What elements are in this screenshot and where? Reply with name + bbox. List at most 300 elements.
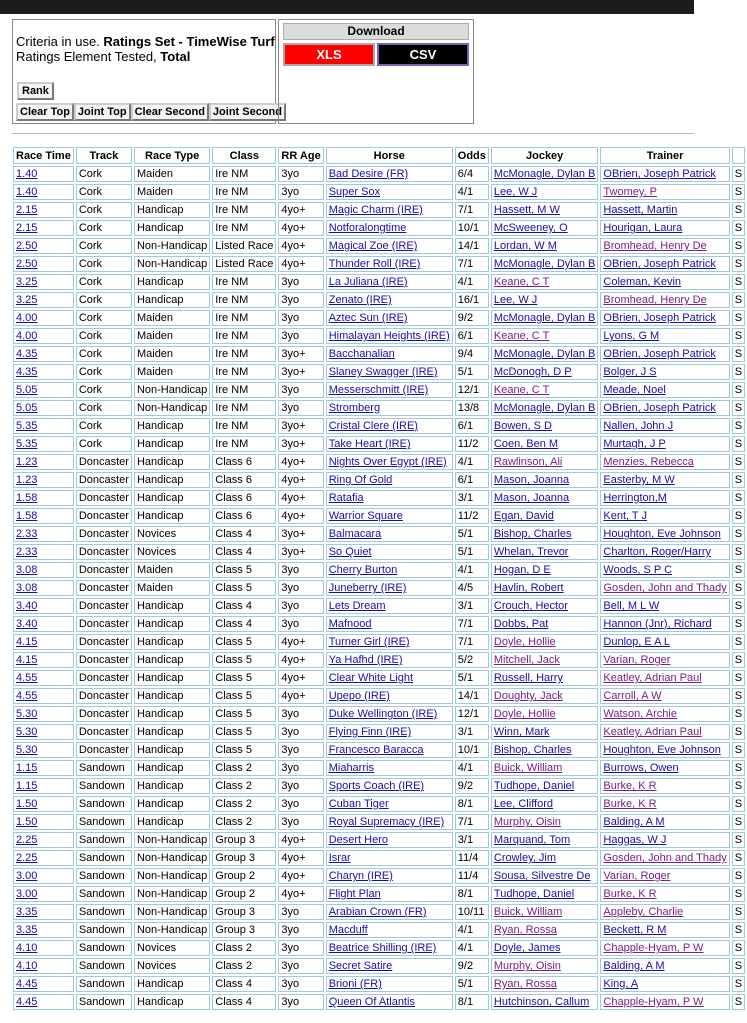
race-time-link[interactable]: 1.23 xyxy=(16,456,38,468)
horse-link[interactable]: Turner Girl (IRE) xyxy=(328,636,410,648)
cell-race-type: Handicap xyxy=(134,976,210,992)
jockey-link[interactable]: Lordan, W M xyxy=(493,240,557,252)
horse-link[interactable]: Cristal Clere (IRE) xyxy=(328,420,418,432)
cell-trainer xyxy=(600,778,729,794)
cell-class: Ire NM xyxy=(212,184,276,200)
jockey-link[interactable]: Marquand, Tom xyxy=(493,834,571,846)
trainer-link[interactable]: Lyons, G M xyxy=(603,330,660,342)
jockey-link[interactable]: Doughty, Jack xyxy=(493,690,563,702)
jockey-link[interactable]: McMonagle, Dylan B xyxy=(493,402,596,414)
race-time-link[interactable]: 4.15 xyxy=(16,636,38,648)
trainer-link[interactable]: Balding, A M xyxy=(603,816,665,828)
race-time-link[interactable]: 3.08 xyxy=(16,582,38,594)
header-horse: Horse xyxy=(326,147,453,164)
jockey-link[interactable]: Ryan, Rossa xyxy=(493,924,557,936)
race-time-link[interactable]: 5.30 xyxy=(16,708,38,720)
table-row xyxy=(13,256,745,272)
cell-extra: S xyxy=(732,652,745,668)
race-time-link[interactable]: 1.58 xyxy=(16,492,38,504)
jockey-link[interactable]: Keane, C T xyxy=(493,330,550,342)
jockey-link[interactable]: Murphy, Oisin xyxy=(493,960,561,972)
cell-track: Sandown xyxy=(76,994,132,1010)
cell-class: Ire NM xyxy=(212,346,276,362)
race-time-link[interactable]: 5.30 xyxy=(16,726,38,738)
horse-link[interactable]: Take Heart (IRE) xyxy=(328,438,411,450)
cell-track: Cork xyxy=(76,184,132,200)
horse-link[interactable]: Francesco Baracca xyxy=(328,744,424,756)
trainer-link[interactable]: Beckett, R M xyxy=(603,924,667,936)
race-time-link[interactable]: 4.45 xyxy=(16,996,38,1008)
cell-track: Doncaster xyxy=(76,706,132,722)
jockey-link[interactable]: Coen, Ben M xyxy=(493,438,559,450)
trainer-link[interactable]: Houghton, Eve Johnson xyxy=(603,528,721,540)
race-time-link[interactable]: 5.35 xyxy=(16,438,38,450)
clear-top-button[interactable]: Clear Top xyxy=(16,103,74,121)
jockey-link[interactable]: Winn, Mark xyxy=(493,726,550,738)
cell-race-time xyxy=(13,994,74,1010)
horse-link[interactable]: Secret Satire xyxy=(328,960,393,972)
horse-link[interactable]: Super Sox xyxy=(328,186,381,198)
header-race-type: Race Type xyxy=(134,147,210,164)
cell-track: Doncaster xyxy=(76,688,132,704)
jockey-link[interactable]: Doyle, James xyxy=(493,942,561,954)
trainer-link[interactable]: Hourigan, Laura xyxy=(603,222,683,234)
cell-odds: 8/1 xyxy=(455,886,489,902)
trainer-link[interactable]: Balding, A M xyxy=(603,960,665,972)
clear-second-button[interactable]: Clear Second xyxy=(131,103,209,121)
cell-rr-age: 3yo+ xyxy=(278,346,323,362)
horse-link[interactable]: Sports Coach (IRE) xyxy=(328,780,425,792)
cell-race-time xyxy=(13,238,74,254)
cell-jockey xyxy=(491,508,599,524)
horse-link[interactable]: Brioni (FR) xyxy=(328,978,382,990)
jockey-link[interactable]: Lee, W J xyxy=(493,294,538,306)
table-row xyxy=(13,562,745,578)
trainer-link[interactable]: Carroll, A W xyxy=(603,690,662,702)
xls-download-button[interactable]: XLS xyxy=(283,43,375,66)
cell-jockey xyxy=(491,904,599,920)
horse-link[interactable]: Zenato (IRE) xyxy=(328,294,392,306)
jockey-link[interactable]: Bishop, Charles xyxy=(493,744,572,756)
jockey-link[interactable]: Havlin, Robert xyxy=(493,582,564,594)
race-time-link[interactable]: 4.55 xyxy=(16,672,38,684)
cell-odds: 7/1 xyxy=(455,814,489,830)
horse-link[interactable]: Beatrice Shilling (IRE) xyxy=(328,942,437,954)
cell-class: Ire NM xyxy=(212,202,276,218)
cell-odds: 9/2 xyxy=(455,778,489,794)
cell-horse xyxy=(326,184,453,200)
horse-link[interactable]: Notforalongtime xyxy=(328,222,407,234)
cell-track: Sandown xyxy=(76,832,132,848)
horse-link[interactable]: Israr xyxy=(328,852,351,864)
jockey-link[interactable]: Doyle, Hollie xyxy=(493,636,556,648)
jockey-link[interactable]: Doyle, Hollie xyxy=(493,708,556,720)
jockey-link[interactable]: Hogan, D E xyxy=(493,564,551,576)
cell-jockey xyxy=(491,220,599,236)
cell-horse xyxy=(326,292,453,308)
trainer-link[interactable]: OBrien, Joseph Patrick xyxy=(603,402,716,414)
horse-link[interactable]: Cherry Burton xyxy=(328,564,398,576)
cell-jockey xyxy=(491,778,599,794)
horse-link[interactable]: Himalayan Heights (IRE) xyxy=(328,330,450,342)
jockey-link[interactable]: McMonagle, Dylan B xyxy=(493,168,596,180)
joint-top-button[interactable]: Joint Top xyxy=(74,103,131,121)
trainer-link[interactable]: Woods, S P C xyxy=(603,564,673,576)
cell-horse xyxy=(326,940,453,956)
trainer-link[interactable]: Hassett, Martin xyxy=(603,204,678,216)
race-time-link[interactable]: 3.25 xyxy=(16,294,38,306)
horse-link[interactable]: Magical Zoe (IRE) xyxy=(328,240,418,252)
cell-track: Cork xyxy=(76,400,132,416)
trainer-link[interactable]: Kent, T J xyxy=(603,510,648,522)
race-time-link[interactable]: 5.30 xyxy=(16,744,38,756)
trainer-link[interactable]: Chapple-Hyam, P W xyxy=(603,942,704,954)
horse-link[interactable]: Mafnood xyxy=(328,618,372,630)
horse-link[interactable]: Ring Of Gold xyxy=(328,474,393,486)
cell-horse xyxy=(326,886,453,902)
horse-link[interactable]: Royal Supremacy (IRE) xyxy=(328,816,445,828)
horse-link[interactable]: Juneberry (IRE) xyxy=(328,582,407,594)
race-time-link[interactable]: 2.25 xyxy=(16,852,38,864)
jockey-link[interactable]: Bishop, Charles xyxy=(493,528,572,540)
cell-race-type: Novices xyxy=(134,544,210,560)
horse-link[interactable]: Messerschmitt (IRE) xyxy=(328,384,429,396)
cell-odds: 7/1 xyxy=(455,616,489,632)
cell-race-time xyxy=(13,760,74,776)
race-time-link[interactable]: 5.05 xyxy=(16,402,38,414)
jockey-link[interactable]: Russell, Harry xyxy=(493,672,563,684)
horse-link[interactable]: Miaharris xyxy=(328,762,374,774)
jockey-link[interactable]: McMonagle, Dylan B xyxy=(493,312,596,324)
race-time-link[interactable]: 4.35 xyxy=(16,348,38,360)
jockey-link[interactable]: Keane, C T xyxy=(493,384,550,396)
race-time-link[interactable]: 3.35 xyxy=(16,924,38,936)
cell-race-time xyxy=(13,472,74,488)
race-time-link[interactable]: 3.00 xyxy=(16,870,38,882)
trainer-link[interactable]: Varian, Roger xyxy=(603,870,671,882)
cell-race-time xyxy=(13,526,74,542)
horse-link[interactable]: Magic Charm (IRE) xyxy=(328,204,423,216)
horse-link[interactable]: Ya Hafhd (IRE) xyxy=(328,654,403,666)
jockey-link[interactable]: Lee, W J xyxy=(493,186,538,198)
cell-class: Class 4 xyxy=(212,976,276,992)
trainer-link[interactable]: Bromhead, Henry De xyxy=(603,294,707,306)
table-row xyxy=(13,472,745,488)
cell-rr-age: 4yo+ xyxy=(278,832,323,848)
trainer-link[interactable]: Coleman, Kevin xyxy=(603,276,682,288)
trainer-link[interactable]: Burke, K R xyxy=(603,888,657,900)
cell-race-type: Maiden xyxy=(134,328,210,344)
jockey-link[interactable]: Tudhope, Daniel xyxy=(493,888,575,900)
jockey-link[interactable]: Egan, David xyxy=(493,510,554,522)
cell-class: Class 5 xyxy=(212,706,276,722)
race-time-link[interactable]: 1.50 xyxy=(16,816,38,828)
race-time-link[interactable]: 2.50 xyxy=(16,258,38,270)
browser-top-bar xyxy=(0,0,694,14)
race-time-link[interactable]: 1.40 xyxy=(16,168,38,180)
cell-race-time xyxy=(13,310,74,326)
horse-link[interactable]: Stromberg xyxy=(328,402,381,414)
trainer-link[interactable]: King, A xyxy=(603,978,639,990)
race-time-link[interactable]: 1.40 xyxy=(16,186,38,198)
cell-rr-age: 3yo xyxy=(278,616,323,632)
race-time-link[interactable]: 2.50 xyxy=(16,240,38,252)
jockey-link[interactable]: Hutchinson, Callum xyxy=(493,996,590,1008)
horse-link[interactable]: Nights Over Egypt (IRE) xyxy=(328,456,447,468)
horse-link[interactable]: Balmacara xyxy=(328,528,382,540)
cell-race-type: Non-Handicap xyxy=(134,238,210,254)
trainer-link[interactable]: OBrien, Joseph Patrick xyxy=(603,258,716,270)
cell-track: Cork xyxy=(76,436,132,452)
cell-rr-age: 4yo+ xyxy=(278,472,323,488)
cell-class: Class 4 xyxy=(212,994,276,1010)
trainer-link[interactable]: Keatley, Adrian Paul xyxy=(603,726,702,738)
horse-link[interactable]: Macduff xyxy=(328,924,368,936)
race-time-link[interactable]: 4.35 xyxy=(16,366,38,378)
race-time-link[interactable]: 3.00 xyxy=(16,888,38,900)
horse-link[interactable]: So Quiet xyxy=(328,546,372,558)
cell-race-type: Handicap xyxy=(134,292,210,308)
cell-jockey xyxy=(491,886,599,902)
race-time-link[interactable]: 3.25 xyxy=(16,276,38,288)
cell-race-type: Non-Handicap xyxy=(134,886,210,902)
cell-track: Sandown xyxy=(76,904,132,920)
trainer-link[interactable]: Varian, Roger xyxy=(603,654,671,666)
race-time-link[interactable]: 4.55 xyxy=(16,690,38,702)
horse-link[interactable]: Queen Of Atlantis xyxy=(328,996,415,1008)
table-row xyxy=(13,652,745,668)
race-time-link[interactable]: 4.10 xyxy=(16,942,38,954)
trainer-link[interactable]: Appleby, Charlie xyxy=(603,906,684,918)
trainer-link[interactable]: Menzies, Rebecca xyxy=(603,456,694,468)
horse-link[interactable]: Slaney Swagger (IRE) xyxy=(328,366,438,378)
trainer-link[interactable]: Bromhead, Henry De xyxy=(603,240,707,252)
trainer-link[interactable]: Gosden, John and Thady xyxy=(603,852,727,864)
race-time-link[interactable]: 1.15 xyxy=(16,780,38,792)
cell-extra: S xyxy=(732,346,745,362)
cell-jockey xyxy=(491,994,599,1010)
element-label: Ratings Element Tested, xyxy=(16,49,161,64)
horse-link[interactable]: Flying Finn (IRE) xyxy=(328,726,412,738)
cell-horse xyxy=(326,436,453,452)
cell-race-type: Handicap xyxy=(134,634,210,650)
cell-trainer xyxy=(600,652,729,668)
cell-jockey xyxy=(491,292,599,308)
trainer-link[interactable]: Twomey, P xyxy=(603,186,657,198)
cell-class: Class 4 xyxy=(212,526,276,542)
cell-track: Doncaster xyxy=(76,616,132,632)
trainer-link[interactable]: OBrien, Joseph Patrick xyxy=(603,168,716,180)
cell-horse xyxy=(326,598,453,614)
race-time-link[interactable]: 5.35 xyxy=(16,420,38,432)
horse-link[interactable]: Ratafia xyxy=(328,492,364,504)
table-row xyxy=(13,202,745,218)
jockey-link[interactable]: Murphy, Oisin xyxy=(493,816,561,828)
jockey-link[interactable]: Whelan, Trevor xyxy=(493,546,569,558)
table-row xyxy=(13,814,745,830)
cell-trainer xyxy=(600,976,729,992)
cell-track: Sandown xyxy=(76,886,132,902)
jockey-link[interactable]: McMonagle, Dylan B xyxy=(493,258,596,270)
jockey-link[interactable]: Tudhope, Daniel xyxy=(493,780,575,792)
jockey-link[interactable]: Dobbs, Pat xyxy=(493,618,549,630)
cell-horse xyxy=(326,418,453,434)
race-time-link[interactable]: 2.15 xyxy=(16,204,38,216)
table-row xyxy=(13,526,745,542)
trainer-link[interactable]: Burrows, Owen xyxy=(603,762,679,774)
jockey-link[interactable]: McSweeney, O xyxy=(493,222,568,234)
cell-race-type: Handicap xyxy=(134,814,210,830)
trainer-link[interactable]: OBrien, Joseph Patrick xyxy=(603,312,716,324)
rank-button[interactable]: Rank xyxy=(17,82,54,100)
jockey-link[interactable]: Mitchell, Jack xyxy=(493,654,560,666)
trainer-link[interactable]: Hannon (Jnr), Richard xyxy=(603,618,712,630)
jockey-link[interactable]: Keane, C T xyxy=(493,276,550,288)
cell-race-type: Handicap xyxy=(134,274,210,290)
cell-extra: S xyxy=(732,958,745,974)
jockey-link[interactable]: Crouch, Hector xyxy=(493,600,568,612)
cell-extra: S xyxy=(732,292,745,308)
cell-race-time xyxy=(13,688,74,704)
race-time-link[interactable]: 1.23 xyxy=(16,474,38,486)
race-time-link[interactable]: 1.58 xyxy=(16,510,38,522)
horse-link[interactable]: Aztec Sun (IRE) xyxy=(328,312,408,324)
trainer-link[interactable]: OBrien, Joseph Patrick xyxy=(603,348,716,360)
cell-trainer xyxy=(600,256,729,272)
horse-link[interactable]: Desert Hero xyxy=(328,834,389,846)
cell-track: Doncaster xyxy=(76,580,132,596)
jockey-link[interactable]: Hassett, M W xyxy=(493,204,560,216)
cell-odds: 12/1 xyxy=(455,706,489,722)
jockey-link[interactable]: Bowen, S D xyxy=(493,420,552,432)
trainer-link[interactable]: Dunlop, E A L xyxy=(603,636,671,648)
race-time-link[interactable]: 3.08 xyxy=(16,564,38,576)
race-time-link[interactable]: 2.25 xyxy=(16,834,38,846)
cell-odds: 4/1 xyxy=(455,760,489,776)
race-time-link[interactable]: 2.33 xyxy=(16,528,38,540)
jockey-link[interactable]: Sousa, Silvestre De xyxy=(493,870,591,882)
cell-extra: S xyxy=(732,886,745,902)
cell-jockey xyxy=(491,814,599,830)
cell-race-type: Novices xyxy=(134,526,210,542)
race-time-link[interactable]: 3.35 xyxy=(16,906,38,918)
race-time-link[interactable]: 4.45 xyxy=(16,978,38,990)
horse-link[interactable]: Lets Dream xyxy=(328,600,386,612)
cell-race-time xyxy=(13,958,74,974)
jockey-link[interactable]: Buick, William xyxy=(493,906,563,918)
horse-link[interactable]: Thunder Roll (IRE) xyxy=(328,258,421,270)
race-time-link[interactable]: 1.15 xyxy=(16,762,38,774)
jockey-link[interactable]: Ryan, Rossa xyxy=(493,978,557,990)
jockey-link[interactable]: Rawlinson, Ali xyxy=(493,456,563,468)
trainer-link[interactable]: Houghton, Eve Johnson xyxy=(603,744,721,756)
cell-rr-age: 4yo+ xyxy=(278,850,323,866)
race-time-link[interactable]: 4.00 xyxy=(16,330,38,342)
jockey-link[interactable]: Mason, Joanna xyxy=(493,474,570,486)
horse-link[interactable]: Clear White Light xyxy=(328,672,414,684)
horse-link[interactable]: Bacchanalian xyxy=(328,348,395,360)
table-row xyxy=(13,850,745,866)
trainer-link[interactable]: Bolger, J S xyxy=(603,366,657,378)
cell-extra: S xyxy=(732,400,745,416)
race-time-link[interactable]: 2.15 xyxy=(16,222,38,234)
race-time-link[interactable]: 4.15 xyxy=(16,654,38,666)
cell-race-time xyxy=(13,382,74,398)
race-time-link[interactable]: 3.40 xyxy=(16,600,38,612)
horse-link[interactable]: Warrior Square xyxy=(328,510,403,522)
jockey-link[interactable]: McMonagle, Dylan B xyxy=(493,348,596,360)
cell-class: Ire NM xyxy=(212,274,276,290)
jockey-link[interactable]: Buick, William xyxy=(493,762,563,774)
cell-track: Doncaster xyxy=(76,598,132,614)
horse-link[interactable]: Upepo (IRE) xyxy=(328,690,390,702)
cell-odds: 12/1 xyxy=(455,382,489,398)
horse-link[interactable]: Charyn (IRE) xyxy=(328,870,393,882)
jockey-link[interactable]: Lee, Clifford xyxy=(493,798,553,810)
cell-trainer xyxy=(600,310,729,326)
trainer-link[interactable]: Keatley, Adrian Paul xyxy=(603,672,702,684)
trainer-link[interactable]: Herrington,M xyxy=(603,492,667,504)
horse-link[interactable]: Duke Wellington (IRE) xyxy=(328,708,438,720)
table-row xyxy=(13,400,745,416)
cell-extra: S xyxy=(732,184,745,200)
trainer-link[interactable]: Watson, Archie xyxy=(603,708,677,720)
trainer-link[interactable]: Gosden, John and Thady xyxy=(603,582,727,594)
trainer-link[interactable]: Nallen, John J xyxy=(603,420,674,432)
race-time-link[interactable]: 2.33 xyxy=(16,546,38,558)
trainer-link[interactable]: Bell, M L W xyxy=(603,600,660,612)
cell-track: Doncaster xyxy=(76,526,132,542)
jockey-link[interactable]: Crowley, Jim xyxy=(493,852,557,864)
trainer-link[interactable]: Chapple-Hyam, P W xyxy=(603,996,704,1008)
horse-link[interactable]: La Juliana (IRE) xyxy=(328,276,408,288)
trainer-link[interactable]: Easterby, M W xyxy=(603,474,675,486)
horse-link[interactable]: Bad Desire (FR) xyxy=(328,168,409,180)
race-time-link[interactable]: 5.05 xyxy=(16,384,38,396)
cell-odds: 6/1 xyxy=(455,472,489,488)
horse-link[interactable]: Flight Plan xyxy=(328,888,381,900)
cell-race-type: Non-Handicap xyxy=(134,904,210,920)
cell-rr-age: 3yo+ xyxy=(278,418,323,434)
jockey-link[interactable]: McDonogh, D P xyxy=(493,366,572,378)
trainer-link[interactable]: Meade, Noel xyxy=(603,384,666,396)
race-time-link[interactable]: 4.00 xyxy=(16,312,38,324)
jockey-link[interactable]: Mason, Joanna xyxy=(493,492,570,504)
trainer-link[interactable]: Murtagh, J P xyxy=(603,438,666,450)
trainer-link[interactable]: Charlton, Roger/Harry xyxy=(603,546,711,558)
csv-download-button[interactable]: CSV xyxy=(377,43,469,66)
cell-class: Listed Race xyxy=(212,256,276,272)
trainer-link[interactable]: Haggas, W J xyxy=(603,834,667,846)
cell-odds: 7/1 xyxy=(455,634,489,650)
cell-race-time xyxy=(13,202,74,218)
race-time-link[interactable]: 1.50 xyxy=(16,798,38,810)
race-time-link[interactable]: 3.40 xyxy=(16,618,38,630)
cell-race-type: Maiden xyxy=(134,364,210,380)
cell-race-time xyxy=(13,166,74,182)
cell-odds: 4/1 xyxy=(455,184,489,200)
joint-second-button[interactable]: Joint Second xyxy=(209,103,286,121)
horse-link[interactable]: Arabian Crown (FR) xyxy=(328,906,427,918)
horse-link[interactable]: Cuban Tiger xyxy=(328,798,389,810)
trainer-link[interactable]: Burke, K R xyxy=(603,780,657,792)
cell-extra: S xyxy=(732,490,745,506)
cell-jockey xyxy=(491,364,599,380)
table-row xyxy=(13,760,745,776)
trainer-link[interactable]: Burke, K R xyxy=(603,798,657,810)
race-time-link[interactable]: 4.10 xyxy=(16,960,38,972)
cell-horse xyxy=(326,274,453,290)
